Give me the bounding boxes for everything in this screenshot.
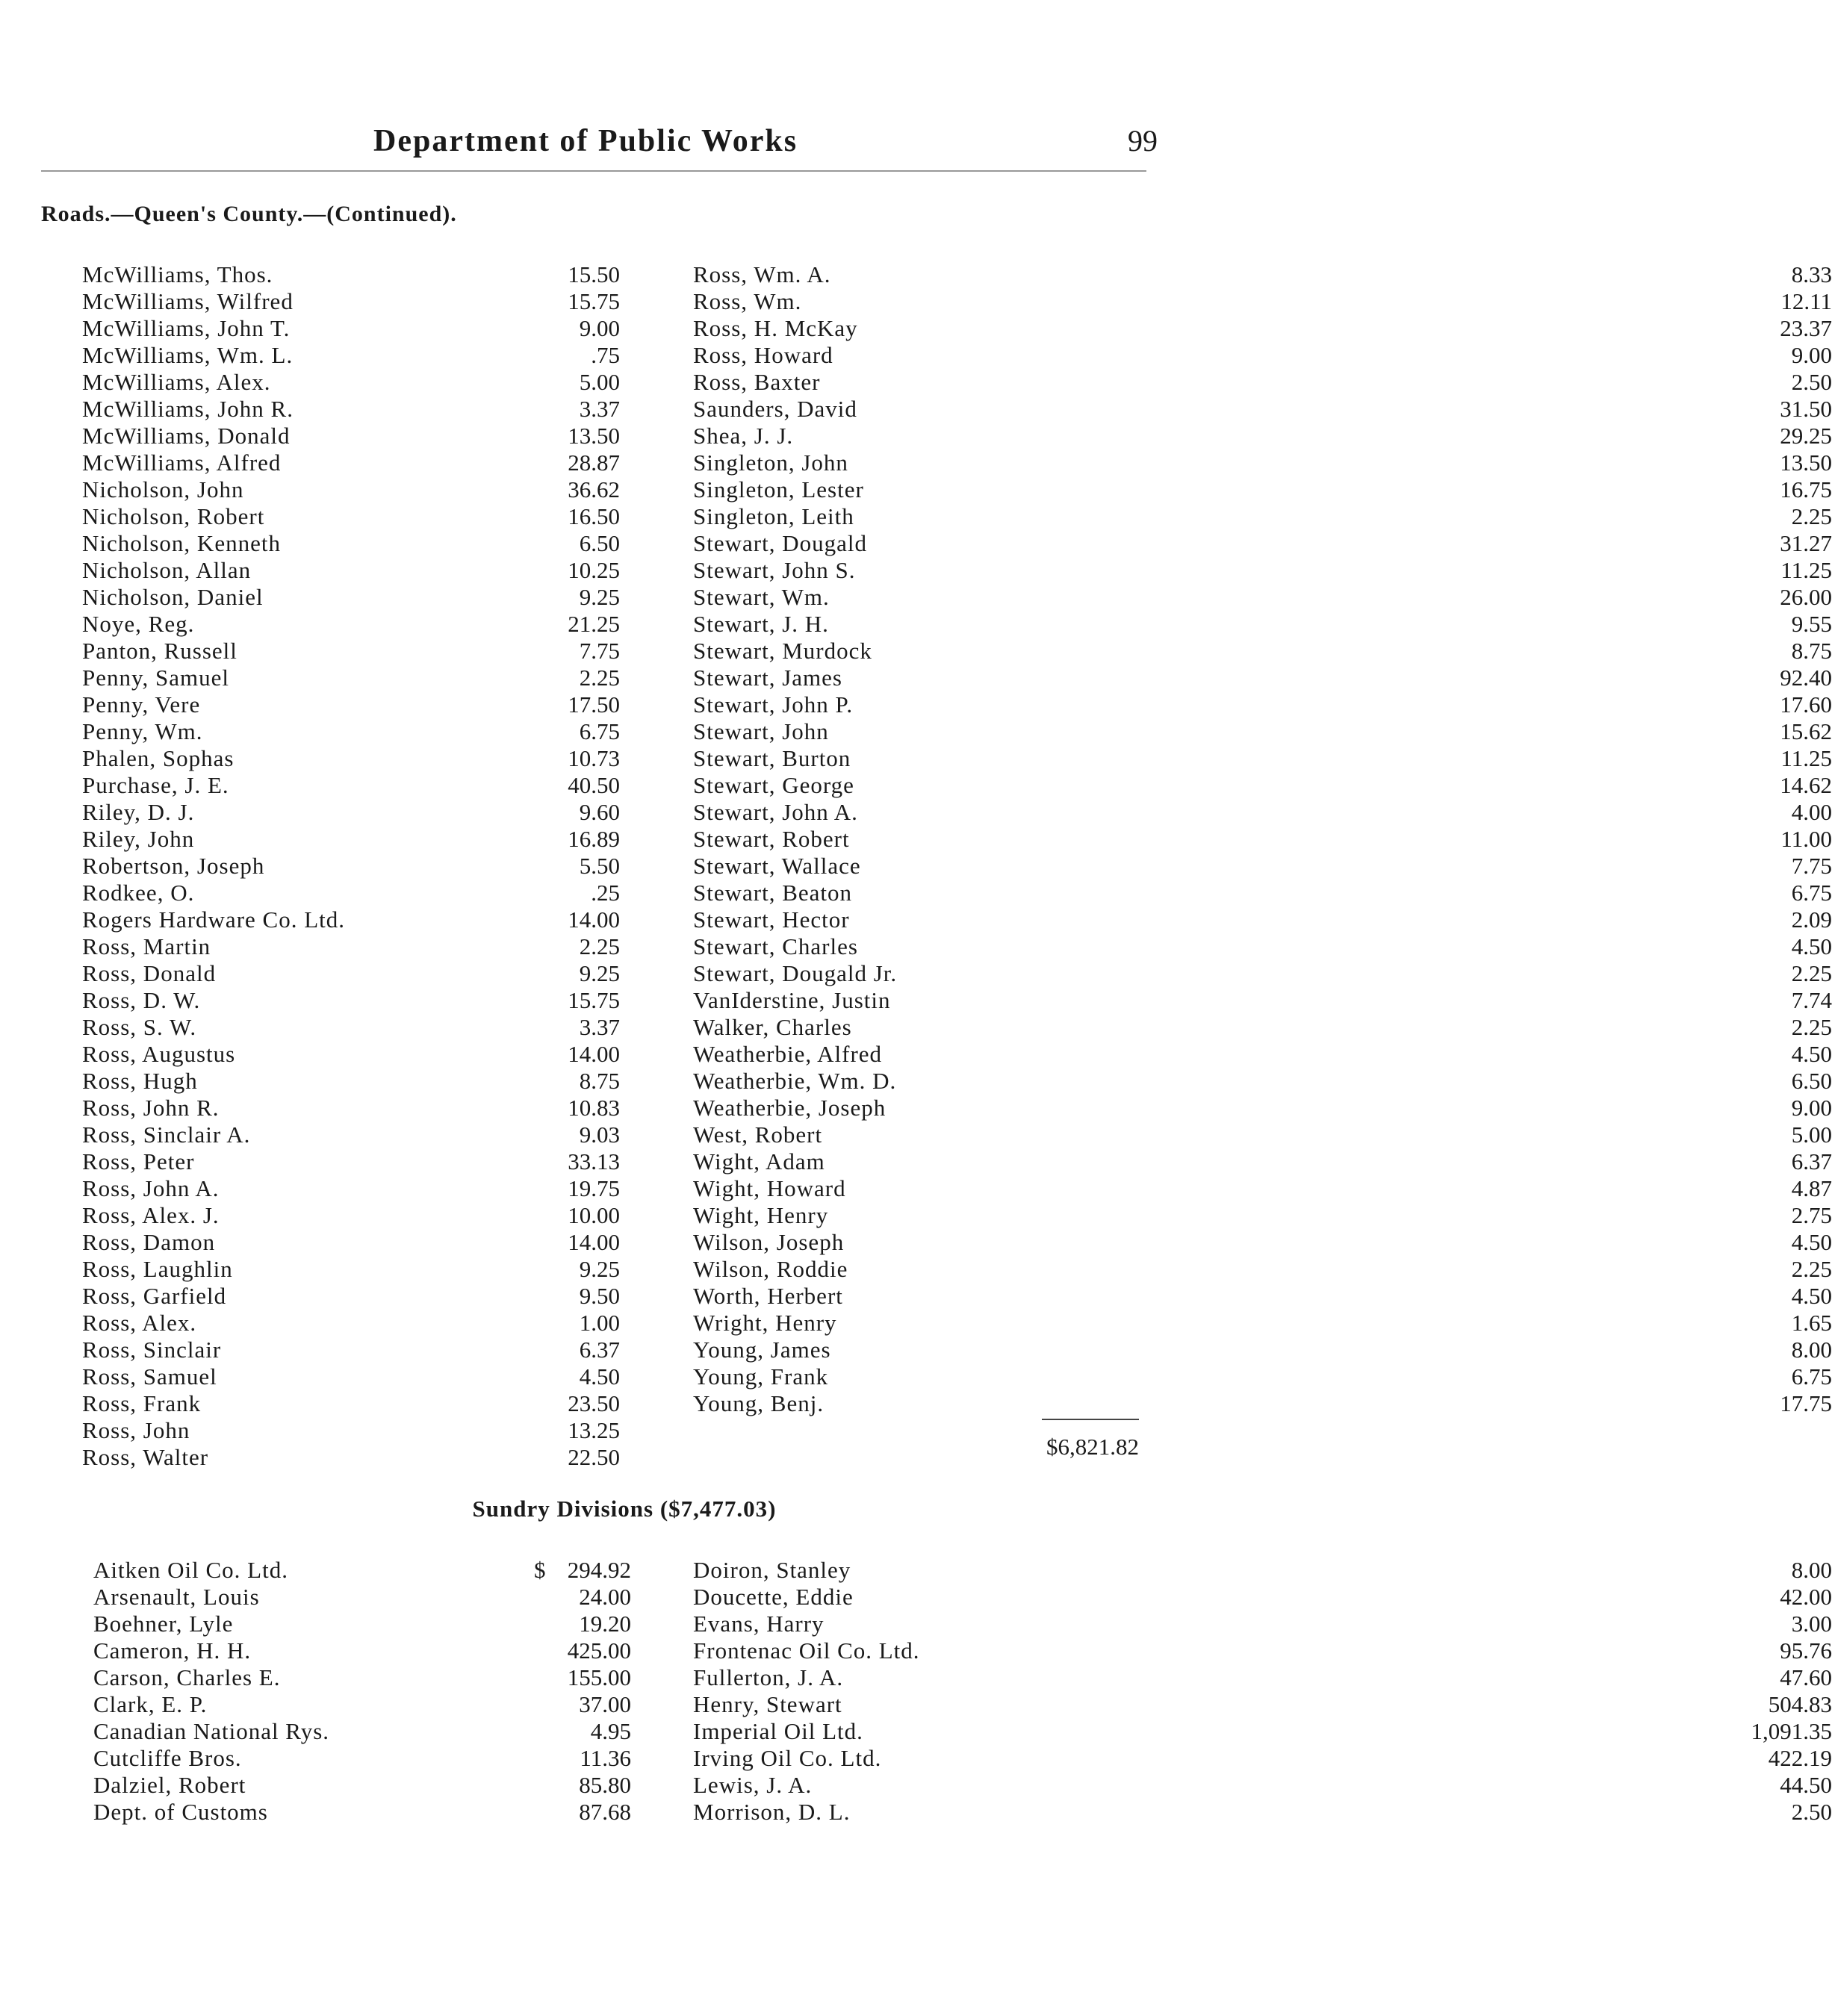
ledger-amount: 22.50 [568, 1444, 620, 1470]
ledger-amount: 9.50 [579, 1283, 620, 1309]
ledger-amount: 8.33 [1791, 261, 1832, 287]
roads-total: $6,821.82 [1046, 1434, 1139, 1460]
ledger-name: Rogers Hardware Co. Ltd. [82, 906, 345, 933]
ledger-name: McWilliams, John R. [82, 396, 294, 422]
ledger-name: Stewart, Charles [693, 933, 858, 959]
ledger-amount: 14.00 [568, 1229, 620, 1255]
ledger-name: Ross, Hugh [82, 1068, 198, 1094]
ledger-amount: 2.25 [1791, 1014, 1832, 1040]
ledger-name: Stewart, Wm. [693, 584, 830, 610]
ledger-amount: 6.50 [1791, 1068, 1832, 1094]
ledger-name: Singleton, Leith [693, 503, 854, 529]
ledger-amount: 21.25 [568, 611, 620, 637]
ledger-name: Lewis, J. A. [693, 1772, 813, 1798]
ledger-name: Penny, Samuel [82, 665, 229, 691]
ledger-name: Ross, Sinclair A. [82, 1121, 251, 1148]
ledger-name: Phalen, Sophas [82, 745, 235, 771]
ledger-name: Cameron, H. H. [93, 1637, 252, 1664]
header-rule [41, 170, 1146, 172]
ledger-amount: 2.50 [1791, 1799, 1832, 1825]
ledger-name: Stewart, Robert [693, 826, 850, 852]
ledger-name: Nicholson, Daniel [82, 584, 264, 610]
ledger-amount: 425.00 [567, 1637, 631, 1664]
ledger-name: Frontenac Oil Co. Ltd. [693, 1637, 920, 1664]
sundry-divisions-heading: Sundry Divisions ($7,477.03) [472, 1496, 777, 1522]
ledger-amount: 11.36 [580, 1745, 631, 1771]
ledger-name: Doucette, Eddie [693, 1584, 854, 1610]
ledger-amount: 26.00 [1780, 584, 1832, 610]
ledger-name: Wight, Henry [693, 1202, 829, 1228]
ledger-name: Noye, Reg. [82, 611, 195, 637]
ledger-amount: 4.95 [590, 1718, 631, 1744]
ledger-amount: 7.75 [1791, 853, 1832, 879]
ledger-amount: 8.00 [1791, 1557, 1832, 1583]
ledger-amount: 12.11 [1780, 288, 1832, 314]
ledger-amount: 15.75 [568, 987, 620, 1013]
ledger-amount: 92.40 [1780, 665, 1832, 691]
ledger-name: Ross, S. W. [82, 1014, 197, 1040]
ledger-name: Stewart, George [693, 772, 854, 798]
ledger-name: Nicholson, John [82, 476, 244, 503]
ledger-name: Nicholson, Robert [82, 503, 265, 529]
ledger-name: Nicholson, Allan [82, 557, 252, 583]
page-title: Department of Public Works [373, 124, 798, 158]
ledger-name: Ross, Wm. A. [693, 261, 831, 287]
ledger-name: Stewart, Dougald [693, 530, 867, 556]
ledger-name: Ross, Baxter [693, 369, 821, 395]
ledger-name: Stewart, Murdock [693, 638, 872, 664]
ledger-amount: 2.75 [1791, 1202, 1832, 1228]
ledger-amount: 17.50 [568, 691, 620, 718]
ledger-amount: 42.00 [1780, 1584, 1832, 1610]
ledger-name: Stewart, James [693, 665, 842, 691]
ledger-name: McWilliams, Donald [82, 423, 291, 449]
ledger-amount: 95.76 [1780, 1637, 1832, 1664]
ledger-amount: 11.25 [1780, 557, 1832, 583]
ledger-amount: 23.37 [1780, 315, 1832, 341]
ledger-name: Stewart, John P. [693, 691, 854, 718]
ledger-amount: 4.50 [579, 1363, 620, 1390]
ledger-amount: 14.00 [568, 1041, 620, 1067]
ledger-name: Stewart, Hector [693, 906, 850, 933]
ledger-name: Ross, Alex. [82, 1310, 197, 1336]
ledger-name: Panton, Russell [82, 638, 237, 664]
ledger-amount: 5.00 [1791, 1121, 1832, 1148]
ledger-name: VanIderstine, Justin [693, 987, 891, 1013]
ledger-amount: 15.62 [1780, 718, 1832, 744]
ledger-amount: 504.83 [1768, 1691, 1832, 1717]
ledger-amount: 10.00 [568, 1202, 620, 1228]
ledger-name: Worth, Herbert [693, 1283, 843, 1309]
ledger-name: Boehner, Lyle [93, 1611, 234, 1637]
ledger-amount: 5.50 [579, 853, 620, 879]
ledger-amount: 9.00 [1791, 342, 1832, 368]
ledger-amount: 4.00 [1791, 799, 1832, 825]
ledger-amount: 17.60 [1780, 691, 1832, 718]
ledger-amount: 7.75 [579, 638, 620, 664]
ledger-amount: 23.50 [568, 1390, 620, 1416]
ledger-amount: 6.50 [579, 530, 620, 556]
ledger-name: Clark, E. P. [93, 1691, 208, 1717]
ledger-name: Ross, John R. [82, 1095, 220, 1121]
ledger-amount: 10.83 [568, 1095, 620, 1121]
ledger-amount: 10.25 [568, 557, 620, 583]
ledger-amount: 7.74 [1791, 987, 1832, 1013]
ledger-amount: 3.00 [1791, 1611, 1832, 1637]
ledger-amount: 9.25 [579, 584, 620, 610]
ledger-amount: 16.50 [568, 503, 620, 529]
ledger-name: Stewart, Dougald Jr. [693, 960, 898, 986]
ledger-name: West, Robert [693, 1121, 823, 1148]
ledger-amount: 294.92 [567, 1557, 631, 1583]
total-rule [1042, 1419, 1139, 1420]
ledger-name: Young, James [693, 1337, 831, 1363]
ledger-name: Rodkee, O. [82, 880, 195, 906]
ledger-name: Aitken Oil Co. Ltd. [93, 1557, 288, 1583]
ledger-name: Carson, Charles E. [93, 1664, 281, 1690]
ledger-name: Stewart, Wallace [693, 853, 861, 879]
ledger-amount: 19.75 [568, 1175, 620, 1201]
ledger-name: Saunders, David [693, 396, 857, 422]
ledger-amount: 6.37 [1791, 1148, 1832, 1175]
ledger-name: Canadian National Rys. [93, 1718, 330, 1744]
ledger-amount: 31.50 [1780, 396, 1832, 422]
ledger-amount: 8.75 [1791, 638, 1832, 664]
ledger-name: Ross, Wm. [693, 288, 802, 314]
ledger-name: Young, Frank [693, 1363, 829, 1390]
ledger-amount: 3.37 [579, 1014, 620, 1040]
ledger-amount: 6.37 [579, 1337, 620, 1363]
ledger-amount: 2.25 [1791, 1256, 1832, 1282]
ledger-name: Ross, D. W. [82, 987, 201, 1013]
ledger-amount: 16.75 [1780, 476, 1832, 503]
ledger-amount: 40.50 [568, 772, 620, 798]
ledger-name: Ross, H. McKay [693, 315, 858, 341]
ledger-amount: 9.25 [579, 1256, 620, 1282]
ledger-name: Wright, Henry [693, 1310, 837, 1336]
ledger-amount: 2.50 [1791, 369, 1832, 395]
ledger-amount: 9.03 [579, 1121, 620, 1148]
ledger-name: Ross, Samuel [82, 1363, 217, 1390]
ledger-amount: 36.62 [568, 476, 620, 503]
ledger-amount: 1.65 [1791, 1310, 1832, 1336]
ledger-name: Morrison, D. L. [693, 1799, 851, 1825]
ledger-amount: 13.50 [568, 423, 620, 449]
ledger-amount: 2.25 [1791, 503, 1832, 529]
ledger-amount: 9.00 [579, 315, 620, 341]
ledger-name: Ross, Sinclair [82, 1337, 222, 1363]
ledger-amount: 1,091.35 [1751, 1718, 1832, 1744]
ledger-name: Ross, Martin [82, 933, 211, 959]
ledger-name: Dept. of Customs [93, 1799, 268, 1825]
ledger-name: McWilliams, Wilfred [82, 288, 294, 314]
ledger-name: Henry, Stewart [693, 1691, 842, 1717]
ledger-amount: 16.89 [568, 826, 620, 852]
ledger-name: Ross, Howard [693, 342, 833, 368]
ledger-name: Nicholson, Kenneth [82, 530, 281, 556]
ledger-amount: 15.50 [568, 261, 620, 287]
ledger-amount: 2.09 [1791, 906, 1832, 933]
page-number: 99 [1128, 124, 1158, 158]
ledger-name: Ross, Laughlin [82, 1256, 233, 1282]
ledger-amount: 2.25 [1791, 960, 1832, 986]
ledger-amount: 155.00 [567, 1664, 631, 1690]
ledger-name: Ross, Donald [82, 960, 217, 986]
ledger-name: Stewart, J. H. [693, 611, 829, 637]
ledger-amount: 14.62 [1780, 772, 1832, 798]
ledger-name: Ross, John A. [82, 1175, 220, 1201]
ledger-name: Ross, Garfield [82, 1283, 227, 1309]
ledger-amount: 17.75 [1780, 1390, 1832, 1416]
ledger-name: Walker, Charles [693, 1014, 852, 1040]
ledger-amount: 9.00 [1791, 1095, 1832, 1121]
ledger-amount: 4.50 [1791, 1229, 1832, 1255]
ledger-name: Wight, Howard [693, 1175, 846, 1201]
ledger-amount: 9.55 [1791, 611, 1832, 637]
ledger-amount: 6.75 [579, 718, 620, 744]
ledger-amount: 1.00 [579, 1310, 620, 1336]
ledger-amount: 14.00 [568, 906, 620, 933]
ledger-name: Wilson, Roddie [693, 1256, 848, 1282]
ledger-name: Singleton, Lester [693, 476, 864, 503]
ledger-amount: 8.00 [1791, 1337, 1832, 1363]
ledger-amount: 6.75 [1791, 1363, 1832, 1390]
ledger-amount: .75 [591, 342, 620, 368]
ledger-amount: 2.25 [579, 665, 620, 691]
ledger-amount: 6.75 [1791, 880, 1832, 906]
ledger-amount: 28.87 [568, 449, 620, 476]
ledger-amount: 9.25 [579, 960, 620, 986]
section-heading: Roads.—Queen's County.—(Continued). [41, 202, 457, 226]
ledger-name: Ross, Peter [82, 1148, 195, 1175]
ledger-name: McWilliams, John T. [82, 315, 291, 341]
ledger-name: Penny, Wm. [82, 718, 203, 744]
dollar-sign: $ [534, 1557, 546, 1583]
ledger-amount: 85.80 [579, 1772, 631, 1798]
ledger-amount: 13.25 [568, 1417, 620, 1443]
ledger-amount: 5.00 [579, 369, 620, 395]
ledger-amount: 4.50 [1791, 1283, 1832, 1309]
ledger-amount: 11.00 [1780, 826, 1832, 852]
ledger-name: Ross, Damon [82, 1229, 216, 1255]
ledger-amount: 4.87 [1791, 1175, 1832, 1201]
ledger-amount: 87.68 [579, 1799, 631, 1825]
ledger-amount: 4.50 [1791, 1041, 1832, 1067]
ledger-name: McWilliams, Thos. [82, 261, 273, 287]
ledger-name: Stewart, Beaton [693, 880, 853, 906]
ledger-amount: 4.50 [1791, 933, 1832, 959]
ledger-amount: 13.50 [1780, 449, 1832, 476]
ledger-name: Purchase, J. E. [82, 772, 229, 798]
ledger-name: Young, Benj. [693, 1390, 825, 1416]
ledger-name: Ross, John [82, 1417, 190, 1443]
ledger-name: Stewart, John [693, 718, 829, 744]
ledger-amount: 422.19 [1768, 1745, 1832, 1771]
ledger-name: Weatherbie, Joseph [693, 1095, 886, 1121]
ledger-name: McWilliams, Wm. L. [82, 342, 294, 368]
ledger-name: McWilliams, Alfred [82, 449, 282, 476]
ledger-name: Weatherbie, Alfred [693, 1041, 883, 1067]
ledger-name: Ross, Walter [82, 1444, 209, 1470]
ledger-amount: 44.50 [1780, 1772, 1832, 1798]
ledger-name: Riley, D. J. [82, 799, 195, 825]
ledger-name: Evans, Harry [693, 1611, 825, 1637]
ledger-name: Stewart, Burton [693, 745, 851, 771]
ledger-amount: 24.00 [579, 1584, 631, 1610]
ledger-amount: 11.25 [1780, 745, 1832, 771]
ledger-name: Irving Oil Co. Ltd. [693, 1745, 882, 1771]
ledger-name: Penny, Vere [82, 691, 201, 718]
ledger-name: Cutcliffe Bros. [93, 1745, 242, 1771]
ledger-name: Dalziel, Robert [93, 1772, 246, 1798]
ledger-amount: 33.13 [568, 1148, 620, 1175]
ledger-name: Singleton, John [693, 449, 848, 476]
ledger-name: Ross, Frank [82, 1390, 202, 1416]
ledger-name: Robertson, Joseph [82, 853, 265, 879]
ledger-amount: 10.73 [568, 745, 620, 771]
page-header [0, 123, 1249, 168]
ledger-name: Shea, J. J. [693, 423, 794, 449]
ledger-name: Weatherbie, Wm. D. [693, 1068, 897, 1094]
ledger-name: Stewart, John S. [693, 557, 856, 583]
ledger-amount: 2.25 [579, 933, 620, 959]
ledger-name: Wight, Adam [693, 1148, 825, 1175]
ledger-amount: 15.75 [568, 288, 620, 314]
ledger-amount: 47.60 [1780, 1664, 1832, 1690]
ledger-name: Imperial Oil Ltd. [693, 1718, 863, 1744]
ledger-name: Ross, Alex. J. [82, 1202, 220, 1228]
ledger-amount: 29.25 [1780, 423, 1832, 449]
ledger-amount: 19.20 [579, 1611, 631, 1637]
ledger-name: McWilliams, Alex. [82, 369, 271, 395]
ledger-amount: .25 [591, 880, 620, 906]
ledger-name: Fullerton, J. A. [693, 1664, 844, 1690]
ledger-amount: 8.75 [579, 1068, 620, 1094]
ledger-name: Riley, John [82, 826, 195, 852]
ledger-name: Doiron, Stanley [693, 1557, 851, 1583]
ledger-name: Stewart, John A. [693, 799, 858, 825]
ledger-amount: 31.27 [1780, 530, 1832, 556]
ledger-amount: 3.37 [579, 396, 620, 422]
ledger-name: Arsenault, Louis [93, 1584, 260, 1610]
ledger-name: Ross, Augustus [82, 1041, 236, 1067]
ledger-amount: 37.00 [579, 1691, 631, 1717]
ledger-amount: 9.60 [579, 799, 620, 825]
ledger-name: Wilson, Joseph [693, 1229, 845, 1255]
